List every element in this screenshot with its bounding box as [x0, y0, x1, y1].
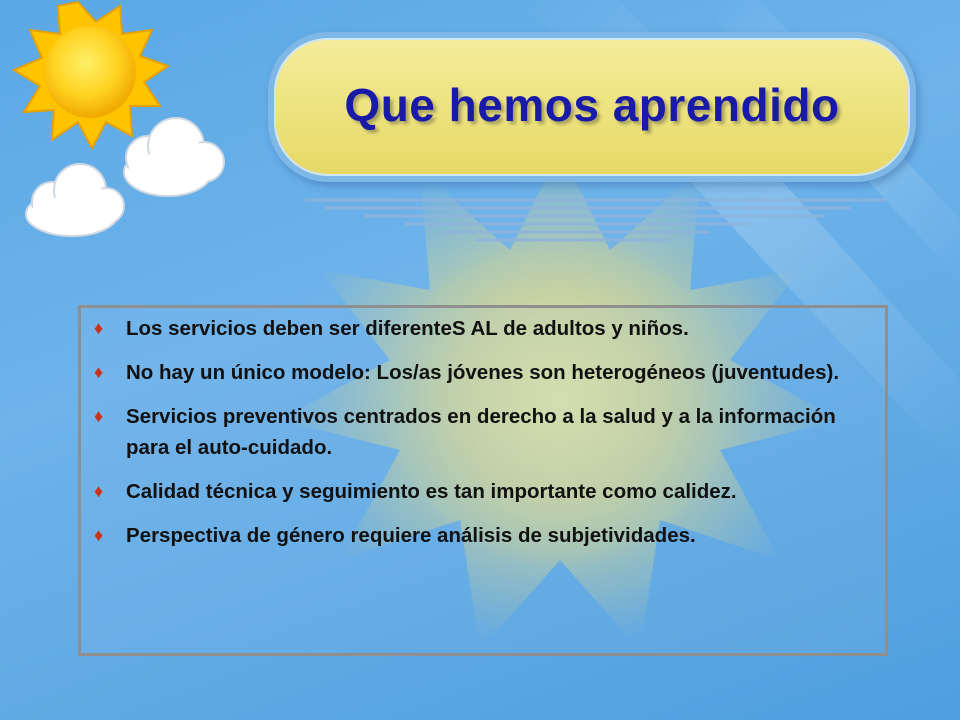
- bullet-item: [92, 401, 872, 463]
- diamond-bullet-icon: ♦: [94, 406, 104, 426]
- bullet-item: [92, 313, 872, 344]
- sun-icon: [14, 2, 168, 148]
- bullet-item: [92, 357, 872, 388]
- bullet-text: Perspectiva de género requiere análisis de subjetividades.: [126, 524, 696, 547]
- cloud-icon: [124, 118, 224, 196]
- bullet-text: No hay un único modelo: Los/as jóvenes son heterogéneos (juventudes).: [126, 361, 840, 384]
- bullet-list: [92, 313, 872, 564]
- bullet-text: Calidad técnica y seguimiento es tan importante como calidez.: [126, 480, 737, 503]
- bullet-item: [92, 476, 872, 507]
- bullet-item: [92, 520, 872, 551]
- diamond-bullet-icon: ♦: [94, 318, 104, 338]
- bullet-text: Los servicios deben ser diferenteS AL de adultos y niños.: [126, 317, 689, 340]
- bullet-text: Servicios preventivos centrados en derecho a la salud y a la información para el auto-cuidado.: [126, 405, 836, 459]
- decorative-lines: [305, 198, 885, 248]
- diamond-bullet-icon: ♦: [94, 481, 104, 501]
- diamond-bullet-icon: ♦: [94, 362, 104, 382]
- cloud-icon: [26, 164, 124, 236]
- diamond-bullet-icon: ♦: [94, 525, 104, 545]
- slide-title: Que hemos aprendido: [344, 79, 840, 131]
